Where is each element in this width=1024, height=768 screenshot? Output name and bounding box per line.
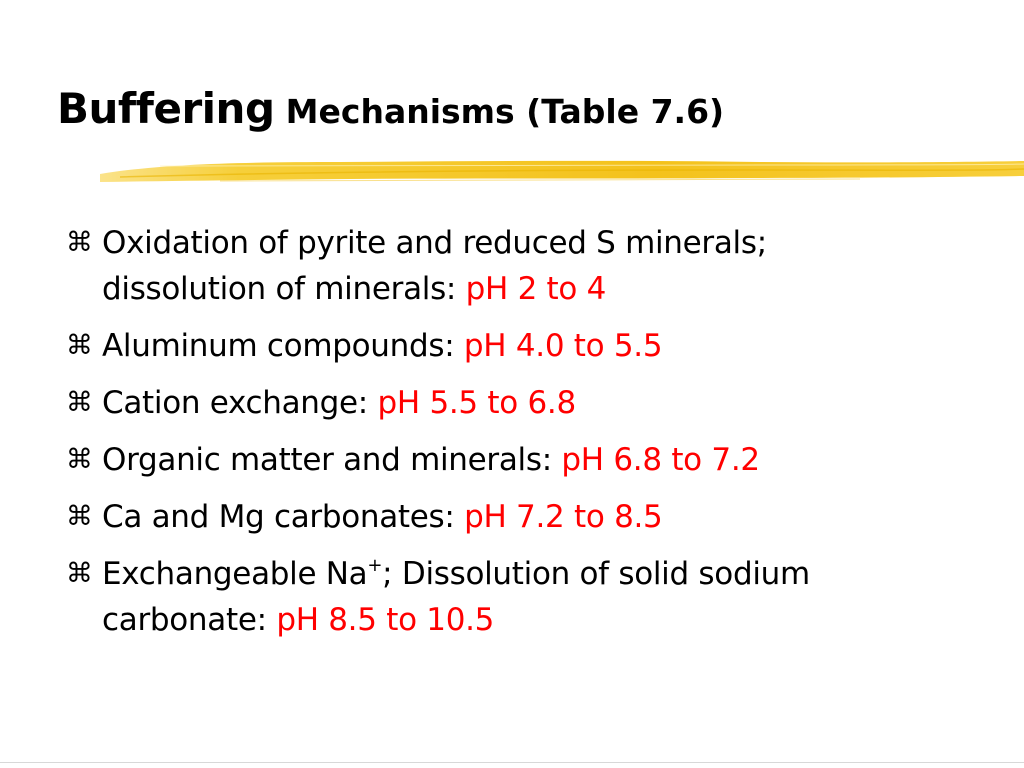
command-key-bullet-icon: ⌘ [66,558,93,589]
bullet-text: Aluminum compounds: [102,328,464,364]
superscript-plus: + [367,555,383,576]
command-key-bullet-icon: ⌘ [66,501,93,532]
bullet-text: Exchangeable Na [102,556,368,592]
title-main: Buffering [57,84,275,133]
command-key-bullet-icon: ⌘ [66,227,93,258]
ph-range: pH 6.8 to 7.2 [561,442,760,478]
list-item [66,551,966,643]
slide-title [57,84,725,133]
command-key-bullet-icon: ⌘ [66,330,93,361]
list-item [66,437,966,483]
bullet-text: carbonate: [102,602,277,638]
list-item [66,220,966,312]
ph-range: pH 7.2 to 8.5 [464,499,663,535]
bullet-text: Organic matter and minerals: [102,442,562,478]
footer-divider [0,762,1024,763]
list-item [66,494,966,540]
list-item [66,323,966,369]
bullet-text: ; Dissolution of solid sodium [382,556,810,592]
ph-range: pH 5.5 to 6.8 [377,385,576,421]
command-key-bullet-icon: ⌘ [66,387,93,418]
ph-range: pH 4.0 to 5.5 [463,328,663,364]
bullet-text: dissolution of minerals: [102,271,466,307]
bullet-text: Ca and Mg carbonates: [102,499,465,535]
bullet-list [66,220,966,654]
title-rest: Mechanisms (Table 7.6) [285,92,725,131]
bullet-text: Oxidation of pyrite and reduced S minerals; [102,225,767,261]
ph-range: pH 2 to 4 [465,271,607,307]
list-item [66,380,966,426]
title-underline-brushstroke [100,150,1024,186]
ph-range: pH 8.5 to 10.5 [276,602,495,638]
command-key-bullet-icon: ⌘ [66,444,93,475]
bullet-text: Cation exchange: [102,385,378,421]
